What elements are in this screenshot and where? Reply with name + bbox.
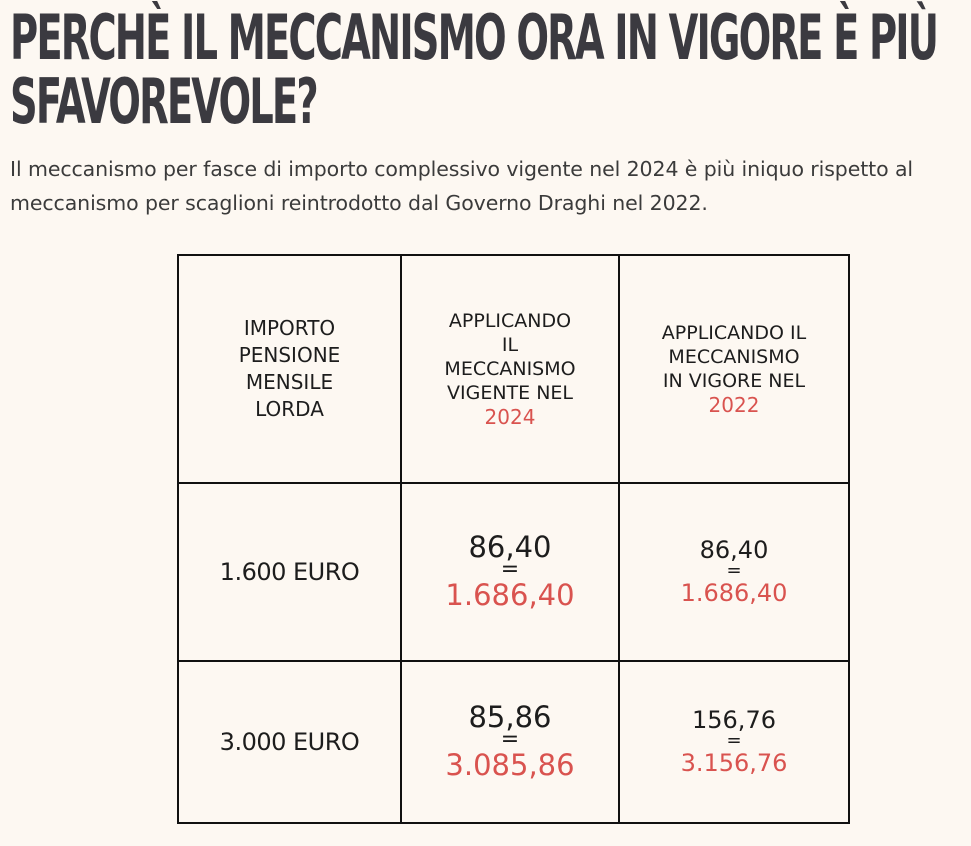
amount-cell <box>178 483 401 661</box>
value-cell-2024 <box>401 661 619 823</box>
header-line: MENSILE <box>245 370 334 394</box>
value-cell-2022 <box>619 483 849 661</box>
header-line: IL <box>501 334 519 356</box>
header-line: PENSIONE <box>238 343 341 367</box>
table-header-row <box>178 255 849 483</box>
increase-value: 156,76 <box>692 706 776 734</box>
header-line: IN VIGORE NEL <box>662 370 806 392</box>
comparison-table-container <box>177 254 806 822</box>
header-line: IMPORTO <box>243 316 336 340</box>
header-cell-mechanism-2024 <box>401 255 619 483</box>
amount-label: 3.000 EURO <box>219 728 360 756</box>
header-year-2022: 2022 <box>708 393 760 417</box>
equals-sign: = <box>500 557 520 582</box>
table-row <box>178 661 849 823</box>
header-line: APPLICANDO IL <box>661 322 807 344</box>
intro-paragraph: Il meccanismo per fasce di importo complessivo vigente nel 2024 è più iniquo rispetto al meccanismo per scaglioni reintrodotto dal Governo Draghi nel 2022. <box>10 157 914 215</box>
increase-value: 86,40 <box>468 530 552 564</box>
total-value: 1.686,40 <box>680 579 788 607</box>
increase-value: 86,40 <box>699 536 769 564</box>
page-title-line-1: PERCHÈ IL MECCANISMO ORA IN VIGORE È PIÙ <box>10 1 938 74</box>
table-row <box>178 483 849 661</box>
header-year-2024: 2024 <box>484 405 536 429</box>
total-value: 3.156,76 <box>680 749 788 777</box>
comparison-table <box>177 254 850 824</box>
header-line: MECCANISMO <box>668 346 800 368</box>
page-title-line-2: SFAVOREVOLE? <box>10 65 317 138</box>
increase-value: 85,86 <box>468 700 552 734</box>
amount-cell <box>178 661 401 823</box>
header-line: MECCANISMO <box>444 358 576 380</box>
total-value: 3.085,86 <box>445 748 575 782</box>
header-line: APPLICANDO <box>448 310 572 332</box>
value-cell-2022 <box>619 661 849 823</box>
page-title <box>10 1 938 138</box>
value-cell-2024 <box>401 483 619 661</box>
header-line: LORDA <box>255 397 324 421</box>
equals-sign: = <box>726 560 742 581</box>
header-cell-mechanism-2022 <box>619 255 849 483</box>
header-line: VIGENTE NEL <box>447 382 573 404</box>
total-value: 1.686,40 <box>445 578 575 612</box>
equals-sign: = <box>726 730 742 751</box>
amount-label: 1.600 EURO <box>219 558 360 586</box>
header-cell-amount <box>178 255 401 483</box>
equals-sign: = <box>500 727 520 752</box>
